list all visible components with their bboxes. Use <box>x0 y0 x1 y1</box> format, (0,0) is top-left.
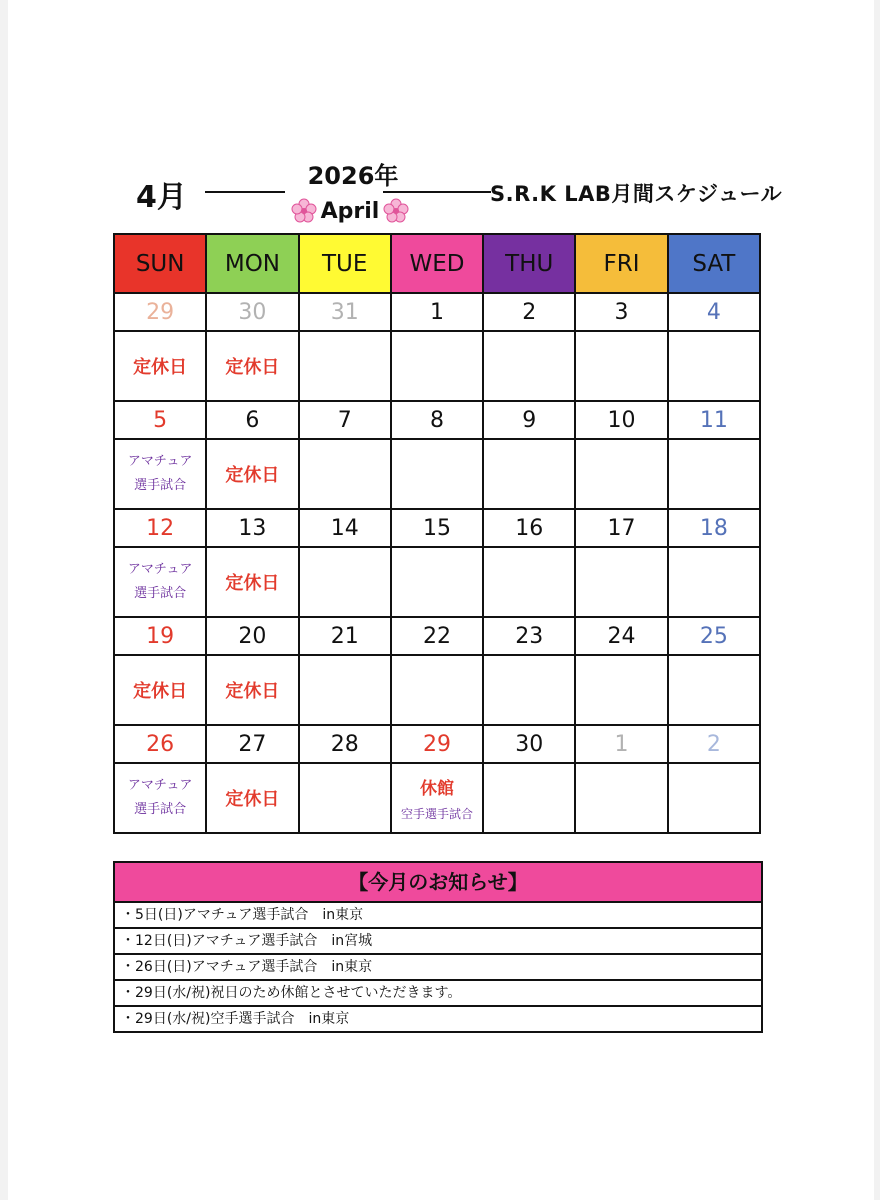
notice-item: ・29日(水/祝)空手選手試合 in東京 <box>121 1011 350 1027</box>
weekday-mon: MON <box>206 234 298 293</box>
event-cell <box>391 763 483 833</box>
event-cell <box>391 439 483 509</box>
museum-closed-label: 休館 <box>419 779 454 799</box>
week-5-days <box>114 725 760 763</box>
event-cell <box>668 547 760 617</box>
day-cell: 22 <box>391 617 483 655</box>
event-cell <box>206 763 298 833</box>
day-cell: 11 <box>668 401 760 439</box>
day-cell: 29 <box>391 725 483 763</box>
amateur-line-2: 選手試合 <box>134 478 187 493</box>
day-cell: 1 <box>391 293 483 331</box>
day-cell: 21 <box>299 617 391 655</box>
event-cell <box>575 331 667 401</box>
weekday-sun: SUN <box>114 234 206 293</box>
amateur-match-label <box>115 774 205 822</box>
weekday-tue: TUE <box>299 234 391 293</box>
weekday-fri: FRI <box>575 234 667 293</box>
day-cell: 1 <box>575 725 667 763</box>
event-cell <box>391 655 483 725</box>
year-label: 2026年 <box>307 162 399 190</box>
calendar-grid <box>113 233 761 834</box>
event-cell <box>114 331 206 401</box>
schedule-title: S.R.K LAB月間スケジュール <box>490 182 783 206</box>
event-cell <box>575 763 667 833</box>
day-cell: 6 <box>206 401 298 439</box>
day-cell: 3 <box>575 293 667 331</box>
day-cell: 10 <box>575 401 667 439</box>
day-cell: 2 <box>483 293 575 331</box>
event-cell <box>206 439 298 509</box>
header <box>8 0 874 230</box>
karate-match-label: 空手選手試合 <box>400 807 473 821</box>
day-cell: 29 <box>114 293 206 331</box>
day-cell: 24 <box>575 617 667 655</box>
week-3-days <box>114 509 760 547</box>
event-cell <box>206 331 298 401</box>
day-cell: 31 <box>299 293 391 331</box>
event-cell <box>114 547 206 617</box>
event-cell <box>114 655 206 725</box>
day-cell: 26 <box>114 725 206 763</box>
april-label <box>280 198 420 224</box>
closed-day-label: 定休日 <box>133 681 188 702</box>
week-3-events <box>114 547 760 617</box>
weekday-header-row <box>114 234 760 293</box>
cherry-blossom-icon <box>291 198 317 224</box>
day-cell: 15 <box>391 509 483 547</box>
amateur-line-2: 選手試合 <box>134 802 187 817</box>
day-cell: 30 <box>206 293 298 331</box>
day-cell: 25 <box>668 617 760 655</box>
day-cell: 8 <box>391 401 483 439</box>
event-cell <box>299 655 391 725</box>
event-cell <box>483 763 575 833</box>
event-cell <box>114 763 206 833</box>
day-cell: 14 <box>299 509 391 547</box>
event-cell <box>206 655 298 725</box>
event-cell <box>575 439 667 509</box>
event-cell <box>668 331 760 401</box>
closed-day-label: 定休日 <box>133 357 188 378</box>
header-rule-left <box>205 191 285 193</box>
event-cell <box>575 655 667 725</box>
amateur-line-1: アマチュア <box>127 454 193 469</box>
day-cell: 2 <box>668 725 760 763</box>
april-text: April <box>320 198 380 224</box>
header-rule-right <box>383 191 491 193</box>
day-cell: 12 <box>114 509 206 547</box>
weekday-wed: WED <box>391 234 483 293</box>
amateur-line-1: アマチュア <box>127 778 193 793</box>
day-cell: 20 <box>206 617 298 655</box>
day-cell: 4 <box>668 293 760 331</box>
closed-day-label: 定休日 <box>225 789 280 810</box>
weekday-thu: THU <box>483 234 575 293</box>
week-1-days <box>114 293 760 331</box>
week-4-days <box>114 617 760 655</box>
amateur-line-2: 選手試合 <box>134 586 187 601</box>
day-cell: 13 <box>206 509 298 547</box>
event-cell <box>483 439 575 509</box>
amateur-line-1: アマチュア <box>127 562 193 577</box>
day-cell: 23 <box>483 617 575 655</box>
week-2-events <box>114 439 760 509</box>
notice-item: ・5日(日)アマチュア選手試合 in東京 <box>115 903 761 929</box>
closed-day-label: 定休日 <box>225 357 280 378</box>
notice-item: ・26日(日)アマチュア選手試合 in東京 <box>115 955 761 981</box>
day-cell: 27 <box>206 725 298 763</box>
day-cell: 28 <box>299 725 391 763</box>
schedule-page <box>8 0 874 1200</box>
week-1-events <box>114 331 760 401</box>
day-cell: 9 <box>483 401 575 439</box>
event-cell <box>391 331 483 401</box>
amateur-match-label <box>115 450 205 498</box>
day-cell: 18 <box>668 509 760 547</box>
notice-title: 【今月のお知らせ】 <box>115 863 761 903</box>
event-cell <box>391 547 483 617</box>
week-2-days <box>114 401 760 439</box>
event-cell <box>668 439 760 509</box>
event-cell <box>299 547 391 617</box>
event-cell <box>668 763 760 833</box>
event-cell <box>299 439 391 509</box>
day-cell: 5 <box>114 401 206 439</box>
closed-day-label: 定休日 <box>225 465 280 486</box>
amateur-match-label <box>115 558 205 606</box>
day-cell: 30 <box>483 725 575 763</box>
event-cell <box>114 439 206 509</box>
event-cell <box>575 547 667 617</box>
event-cell <box>483 655 575 725</box>
weekday-sat: SAT <box>668 234 760 293</box>
event-cell <box>483 331 575 401</box>
month-label: 4月 <box>136 180 187 215</box>
day-cell: 17 <box>575 509 667 547</box>
cherry-blossom-icon <box>383 198 409 224</box>
week-4-events <box>114 655 760 725</box>
day-cell: 16 <box>483 509 575 547</box>
closed-day-label: 定休日 <box>225 573 280 594</box>
notice-item: ・12日(日)アマチュア選手試合 in宮城 <box>115 929 761 955</box>
monthly-notice-box <box>113 861 763 1033</box>
notice-item: ・29日(水/祝)祝日のため休館とさせていただきます。 <box>115 981 761 1007</box>
closed-day-label: 定休日 <box>225 681 280 702</box>
event-cell <box>483 547 575 617</box>
event-cell <box>668 655 760 725</box>
event-cell <box>206 547 298 617</box>
event-cell <box>299 763 391 833</box>
week-5-events <box>114 763 760 833</box>
day-cell: 7 <box>299 401 391 439</box>
event-cell <box>299 331 391 401</box>
day-cell: 19 <box>114 617 206 655</box>
